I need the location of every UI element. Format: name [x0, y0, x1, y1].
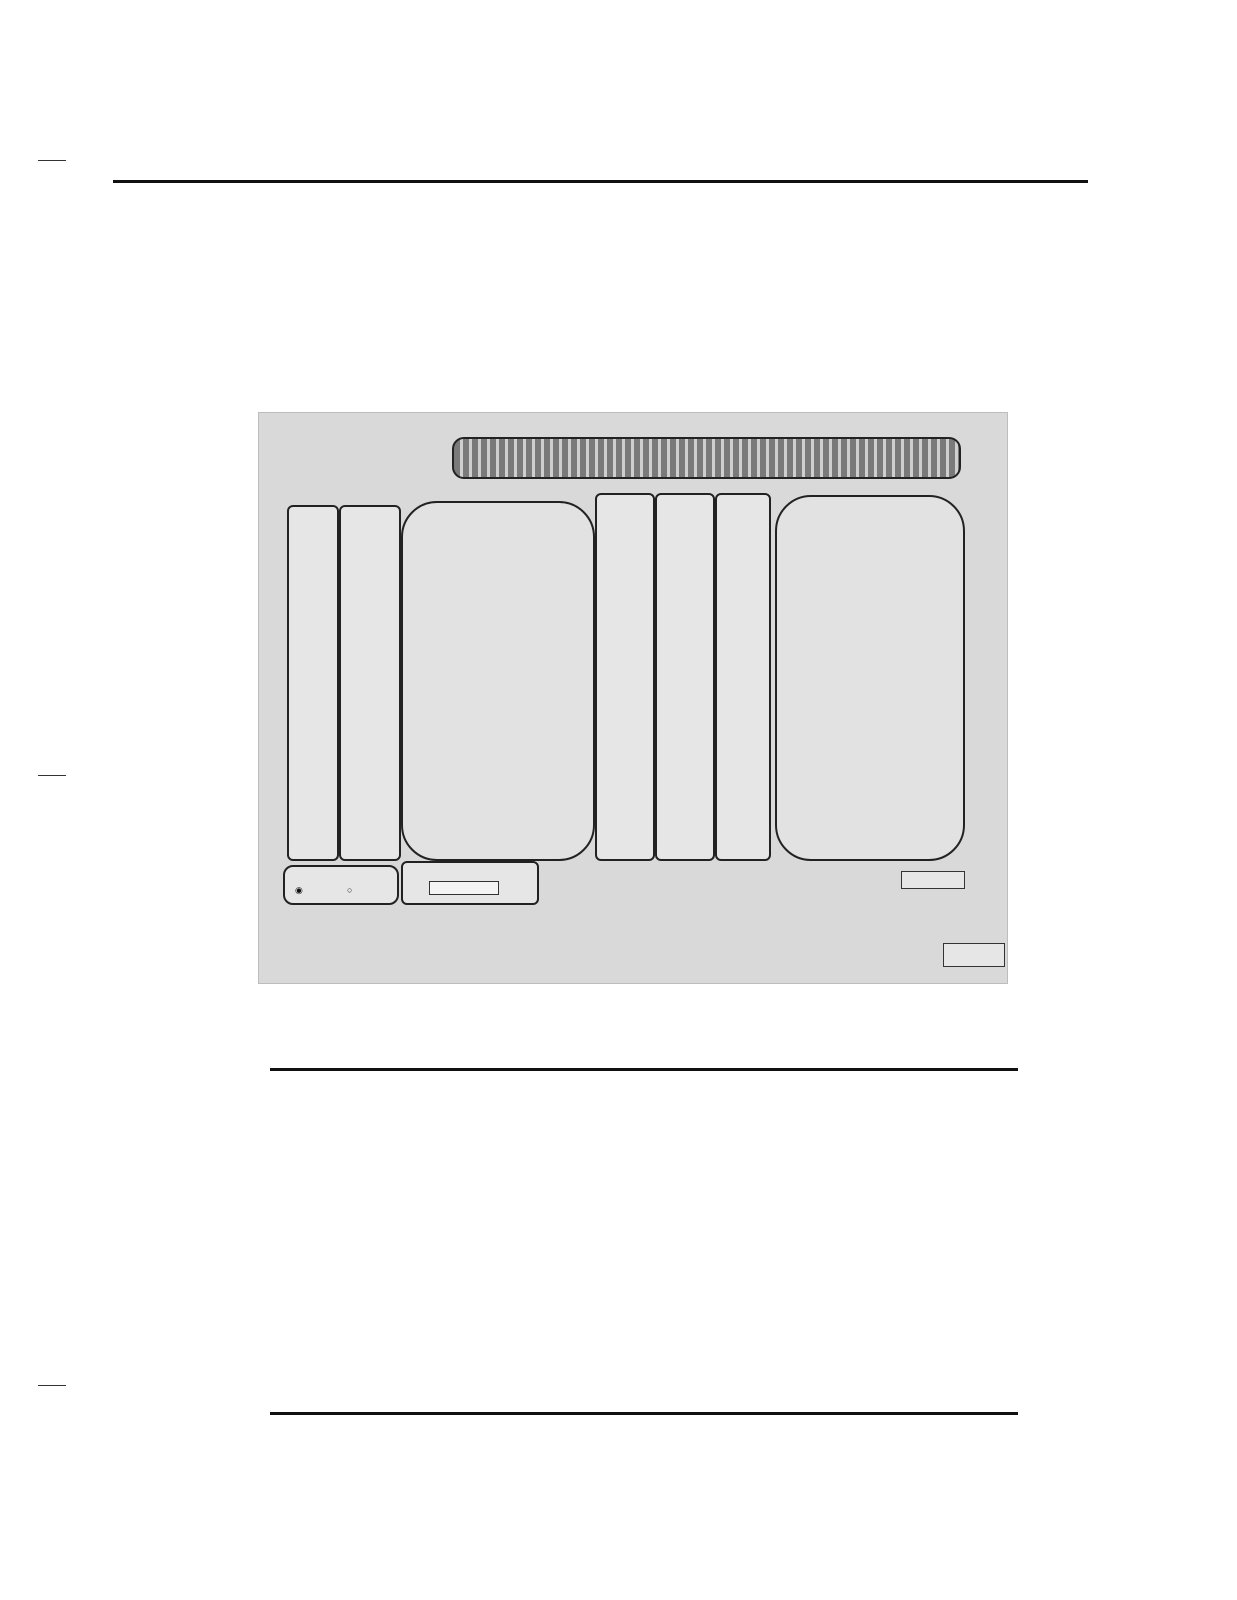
ntsc-radio[interactable]: ◉ [295, 885, 303, 895]
margin-mark [38, 775, 66, 776]
margin-mark [38, 160, 66, 161]
pre-alarm-column [595, 493, 655, 861]
resolution-column [339, 505, 401, 861]
close-button[interactable] [943, 943, 1005, 967]
video-format-box [283, 865, 399, 905]
header-rule [113, 180, 1088, 183]
bottom-rule [270, 1412, 1018, 1415]
apply-button[interactable] [901, 871, 965, 889]
camera-column [287, 505, 339, 861]
switching-interval-box [401, 861, 539, 905]
recording-frame-setup-screenshot [258, 412, 1008, 984]
margin-mark [38, 1385, 66, 1386]
pal-radio[interactable]: ○ [347, 885, 353, 895]
frame-sec-column [401, 501, 595, 861]
audio-column [715, 493, 771, 861]
frame-status-bar [452, 437, 961, 479]
post-alarm-column [655, 493, 715, 861]
caption-rule [270, 1068, 1018, 1071]
image-quality-column [775, 495, 965, 861]
switching-interval-input[interactable] [429, 881, 499, 895]
